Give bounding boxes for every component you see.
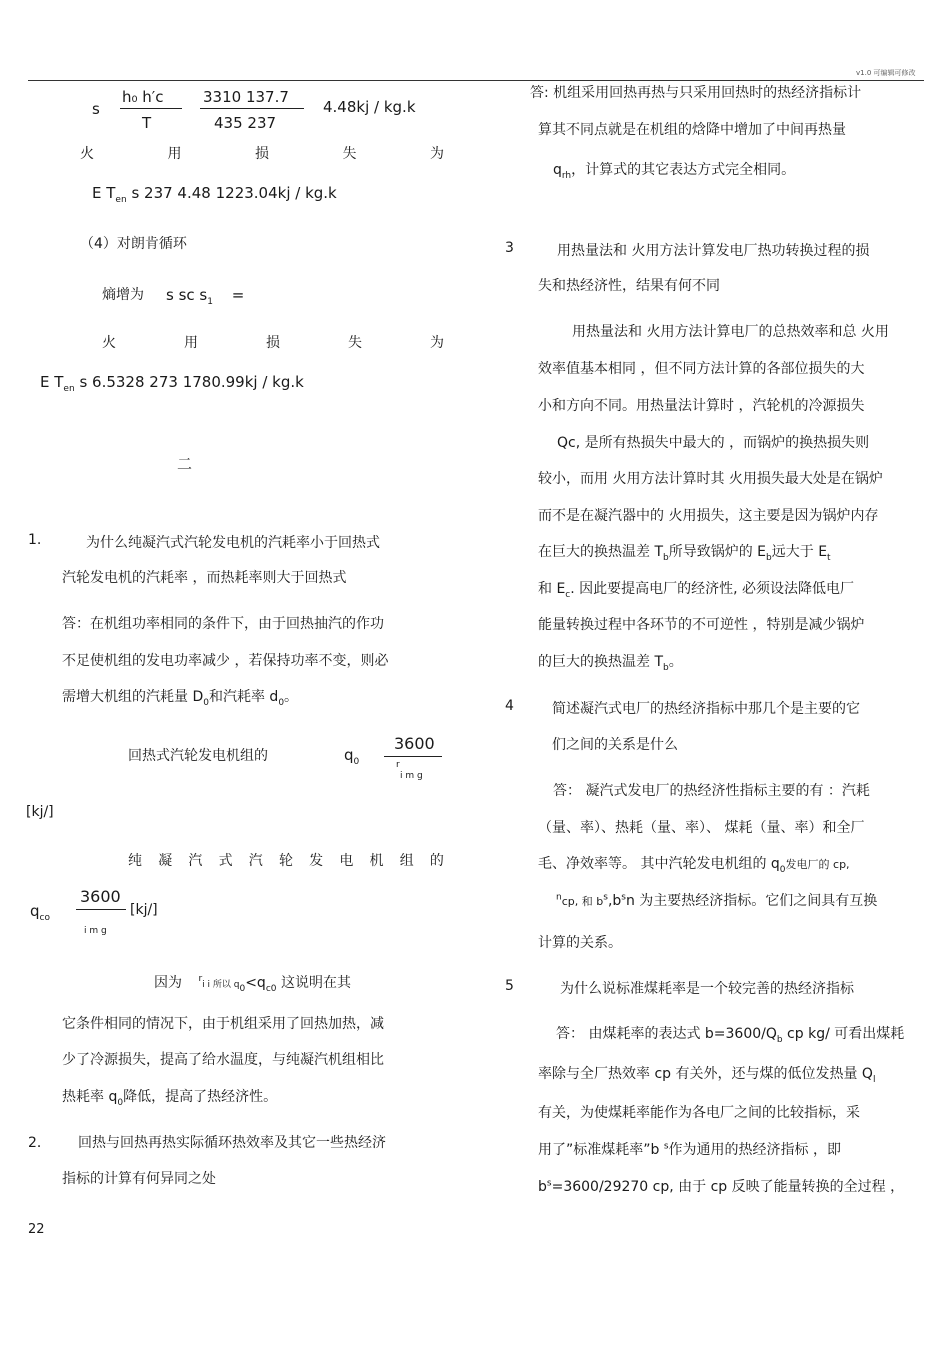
- pure-condensing-label: [128, 850, 444, 870]
- a4-line4-sup: n: [556, 892, 562, 903]
- a4-line4-lead: cp, 和 b: [561, 895, 604, 908]
- a3-line7-sub: b: [663, 552, 669, 563]
- pure-unit: [kj/]: [130, 902, 158, 918]
- pure-char: 凝: [158, 853, 173, 869]
- a4-line4-sup2: s: [603, 892, 608, 903]
- a5-line1-sub: b: [776, 1034, 783, 1045]
- loss-char: 为: [430, 335, 444, 351]
- answer-4-line-5: 计算的关系。: [538, 935, 622, 951]
- a3-line10-sub: b: [663, 662, 669, 673]
- question-5-number: 5: [505, 978, 514, 994]
- answer-3-line-4: Qc, 是所有热损失中最大的 ，而锅炉的换热损失则: [557, 435, 870, 451]
- a1-end-line3-sub: 0: [117, 1097, 124, 1108]
- answer-5-line-4: [538, 1139, 841, 1159]
- answer-2-line-2: 算其不同点就是在机组的焓降中增加了中间再热量: [538, 122, 846, 138]
- answer-3-line-6: 而不是在凝汽器中的 火用损失，这主要是因为锅炉内存: [538, 508, 879, 524]
- pure-char: 纯: [128, 853, 142, 869]
- loss-char: 为: [430, 146, 444, 162]
- pure-q: [30, 902, 50, 923]
- a4-line4-mid: ,b: [607, 893, 622, 909]
- because-line: [154, 972, 351, 994]
- a5-line4-end: 作为通用的热经济指标 ，即: [668, 1142, 841, 1158]
- question-3-line-1: 用热量法和 火用方法计算发电厂热功转换过程的损: [557, 243, 870, 259]
- question-1-line-2: 汽轮发电机的汽耗率 ，而热耗率则大于回热式: [62, 570, 347, 586]
- regen-numerator: 3600: [394, 734, 435, 753]
- a3-line10-end: 。: [668, 654, 683, 670]
- page-number: 22: [28, 1222, 45, 1237]
- rankine-title: （4）对朗肯循环: [80, 236, 187, 252]
- pure-char: 机: [369, 853, 384, 869]
- formula-num2: 3310 137.7: [203, 88, 289, 106]
- exergy-equation-1: [92, 184, 337, 205]
- a3-line10-lead: 的巨大的换热温差 T: [538, 654, 664, 670]
- loss-char: 火: [102, 335, 116, 351]
- a1-line3-sub2: 0: [278, 697, 285, 708]
- formula-num1: h₀ h′c: [122, 88, 164, 106]
- pure-numerator: 3600: [80, 887, 121, 906]
- pure-char: 电: [339, 853, 354, 869]
- a3-line8-end: . 因此要提高电厂的经济性, 必须设法降低电厂: [570, 581, 855, 597]
- exergy-eq-1-rest: s 237 4.48 1223.04kj / kg.k: [131, 184, 337, 202]
- exergy-eq-1-lead: E T: [92, 184, 116, 202]
- question-2-line-1: 回热与回热再热实际循环热效率及其它一些热经济: [78, 1135, 386, 1151]
- entropy-eq-end: =: [231, 286, 245, 304]
- regen-q-letter: q: [344, 746, 354, 764]
- answer-2-line-3: [553, 159, 795, 181]
- loss-char: 用: [167, 146, 182, 162]
- pure-denominator: i m g: [84, 926, 107, 936]
- answer-3-line-5: 较小，而用 火用方法计算时其 火用损失最大处是在锅炉: [538, 471, 883, 487]
- loss-char: 用: [184, 335, 198, 351]
- answer-5-line-3: 有关，为使煤耗率能作为各电厂之间的比较指标，采: [538, 1105, 860, 1121]
- loss-char: 损: [266, 335, 280, 351]
- pure-char: 汽: [188, 853, 203, 869]
- a2-q-sub: rh: [561, 170, 572, 181]
- regen-q: [344, 746, 359, 767]
- question-1-line-1: 为什么纯凝汽式汽轮发电机的汽耗率小于回热式: [86, 535, 380, 551]
- a5-line4-lead: 用了”标准煤耗率”b: [538, 1142, 664, 1158]
- a5-line5-end: =3600/29270 cp, 由于 cp 反映了能量转换的全过程 ，: [551, 1179, 905, 1195]
- regen-fraction-line: [384, 756, 442, 757]
- a1-line3-tail: 。: [284, 689, 299, 705]
- question-2-line-2: 指标的计算有何异同之处: [62, 1171, 216, 1187]
- pure-q-sub: co: [39, 913, 50, 923]
- a1-line3-sub: 0: [203, 697, 209, 708]
- section-title: 二: [177, 455, 193, 473]
- a5-line1-lead: 答： 由煤耗率的表达式 b=3600/Q: [556, 1026, 777, 1042]
- a5-line1-end: cp kg/ 可看出煤耗: [782, 1026, 905, 1042]
- header-version-note: v1.0 可编辑可修改: [856, 69, 916, 77]
- answer-1-line-2: 不足使机组的发电功率减少 ，若保持功率不变，则必: [62, 653, 389, 669]
- loss-label-line-2: [102, 332, 444, 352]
- pure-q-letter: q: [30, 902, 40, 920]
- loss-char: 损: [255, 146, 269, 162]
- a2-line3-text: ，计算式的其它表达方式完全相同。: [571, 162, 796, 178]
- question-3-number: 3: [505, 240, 514, 256]
- entropy-eq-sub: 1: [207, 297, 213, 307]
- answer-1-end-line-2: 少了冷源损失，提高了给水温度，与纯凝汽机组相比: [62, 1052, 384, 1068]
- exergy-eq-2-sub: en: [63, 384, 75, 394]
- a5-line5-lead: b: [538, 1179, 547, 1195]
- pure-char: 组: [399, 853, 414, 869]
- answer-3-line-3: 小和方向不同。用热量法计算时 ，汽轮机的冷源损失: [538, 398, 865, 414]
- a4-line3-lead: 毛、净效率等。 其中汽轮发电机组的 q: [538, 856, 780, 872]
- question-4-line-1: 简述凝汽式电厂的热经济指标中那几个是主要的它: [552, 701, 860, 717]
- pure-char: 轮: [278, 853, 293, 869]
- answer-3-line-1: 用热量法和 火用方法计算电厂的总热效率和总 火用: [572, 324, 889, 340]
- answer-1-end-line-3: [62, 1086, 277, 1108]
- loss-label-line-1: [80, 143, 444, 163]
- answer-1-line-1: 答：在机组功率相同的条件下，由于回热抽汽的作功: [62, 616, 384, 632]
- regen-denominator: i m g: [400, 771, 423, 781]
- answer-5-line-1: [556, 1023, 904, 1045]
- answer-4-line-1: 答： 凝汽式发电厂的热经济性指标主要的有 ：汽耗: [553, 783, 870, 799]
- a1-end-line3-lead: 热耗率 q: [62, 1089, 118, 1105]
- entropy-eq-lead: s sc s: [166, 286, 208, 304]
- a5-line5-sup: s: [546, 1178, 552, 1189]
- a3-line7-sub3: t: [827, 552, 831, 563]
- answer-3-line-9: 能量转换过程中各环节的不可逆性 ，特别是减少锅炉: [538, 617, 865, 633]
- answer-2-line-1: 答: 机组采用回热再热与只采用回热时的热经济指标计: [530, 85, 862, 101]
- answer-4-line-3: [538, 853, 850, 875]
- loss-char: 火: [80, 146, 94, 162]
- answer-3-line-10: [538, 651, 683, 673]
- answer-5-line-5: [538, 1176, 904, 1196]
- a3-line7-end: 远大于 E: [771, 544, 828, 560]
- exergy-eq-2-lead: E T: [40, 373, 64, 391]
- because-mid: i i 所以 q: [202, 980, 240, 990]
- a5-line2-sub: l: [872, 1074, 876, 1085]
- a3-line7-mid: 所导致锅炉的 E: [668, 544, 767, 560]
- a4-line3-sub: 0: [779, 864, 786, 875]
- exergy-equation-2: [40, 373, 304, 394]
- because-lt: <q: [245, 975, 266, 991]
- pure-char: 的: [429, 853, 444, 869]
- loss-char: 失: [342, 146, 357, 162]
- loss-char: 失: [348, 335, 362, 351]
- a4-line3-end: 发电厂的 cp,: [785, 858, 850, 871]
- because-sub1: 0: [239, 983, 246, 994]
- answer-3-line-8: [538, 578, 854, 600]
- regen-q-sub: 0: [353, 757, 360, 767]
- pure-fraction-line: [76, 909, 126, 910]
- regen-label: 回热式汽轮发电机组的: [128, 748, 268, 764]
- pure-char: 式: [218, 853, 233, 869]
- a4-line4-sup3: s: [621, 892, 626, 903]
- formula-den2: 435 237: [214, 114, 277, 132]
- a5-line4-sup: s: [663, 1141, 669, 1152]
- header-rule: [28, 80, 924, 81]
- formula-result: 4.48kj / kg.k: [323, 98, 416, 116]
- unit-kj: [kj/]: [26, 804, 54, 820]
- question-1-number: 1.: [28, 532, 42, 548]
- entropy-increase-eq: [166, 286, 244, 307]
- because-sup: r: [198, 974, 203, 985]
- exergy-eq-1-sub: en: [115, 195, 127, 205]
- a3-line8-sub: c: [565, 589, 571, 600]
- pure-char: 汽: [248, 853, 263, 869]
- a1-end-line3-tail: 降低，提高了热经济性。: [123, 1089, 278, 1105]
- pure-char: 发: [309, 853, 324, 869]
- answer-4-line-4: [556, 890, 877, 910]
- question-3-line-2: 失和热经济性，结果有何不同: [538, 278, 720, 294]
- exergy-eq-2-rest: s 6.5328 273 1780.99kj / kg.k: [79, 373, 304, 391]
- question-2-number: 2．: [28, 1135, 51, 1151]
- formula-fraction-line-2: [200, 108, 304, 109]
- a1-line3-lead: 需增大机组的汽耗量 D: [62, 689, 204, 705]
- formula-fraction-line-1: [120, 108, 182, 109]
- answer-3-line-7: [538, 541, 831, 563]
- a3-line8-lead: 和 E: [538, 581, 566, 597]
- regen-denominator-sup: r: [396, 760, 400, 770]
- a2-q: q: [553, 162, 562, 178]
- because-sub2: c0: [265, 983, 277, 994]
- a1-line3-mid: 和汽耗率 d: [208, 689, 279, 705]
- formula-s: s: [92, 100, 100, 118]
- answer-4-line-2: （量、率）、热耗（量、率）、 煤耗（量、率）和全厂: [538, 820, 865, 836]
- question-4-number: 4: [505, 698, 514, 714]
- question-4-line-2: 们之间的关系是什么: [552, 737, 678, 753]
- a4-line4-end: n 为主要热经济指标。它们之间具有互换: [625, 893, 878, 909]
- a5-line2-lead: 率除与全厂热效率 cp 有关外，还与煤的低位发热量 Q: [538, 1066, 873, 1082]
- answer-5-line-2: [538, 1063, 875, 1085]
- answer-3-line-2: 效率值基本相同 ，但不同方法计算的各部位损失的大: [538, 361, 865, 377]
- entropy-increase-label: 熵增为: [102, 287, 144, 303]
- a3-line7-sub2: b: [766, 552, 772, 563]
- formula-den1: T: [142, 114, 152, 132]
- because-lead: 因为: [154, 975, 182, 991]
- answer-1-line-3: [62, 686, 298, 708]
- a3-line7-lead: 在巨大的换热温差 T: [538, 544, 664, 560]
- because-end: 这说明在其: [276, 975, 351, 991]
- answer-1-end-line-1: 它条件相同的情况下，由于机组采用了回热加热，减: [62, 1016, 384, 1032]
- question-5-line-1: 为什么说标准煤耗率是一个较完善的热经济指标: [560, 981, 854, 997]
